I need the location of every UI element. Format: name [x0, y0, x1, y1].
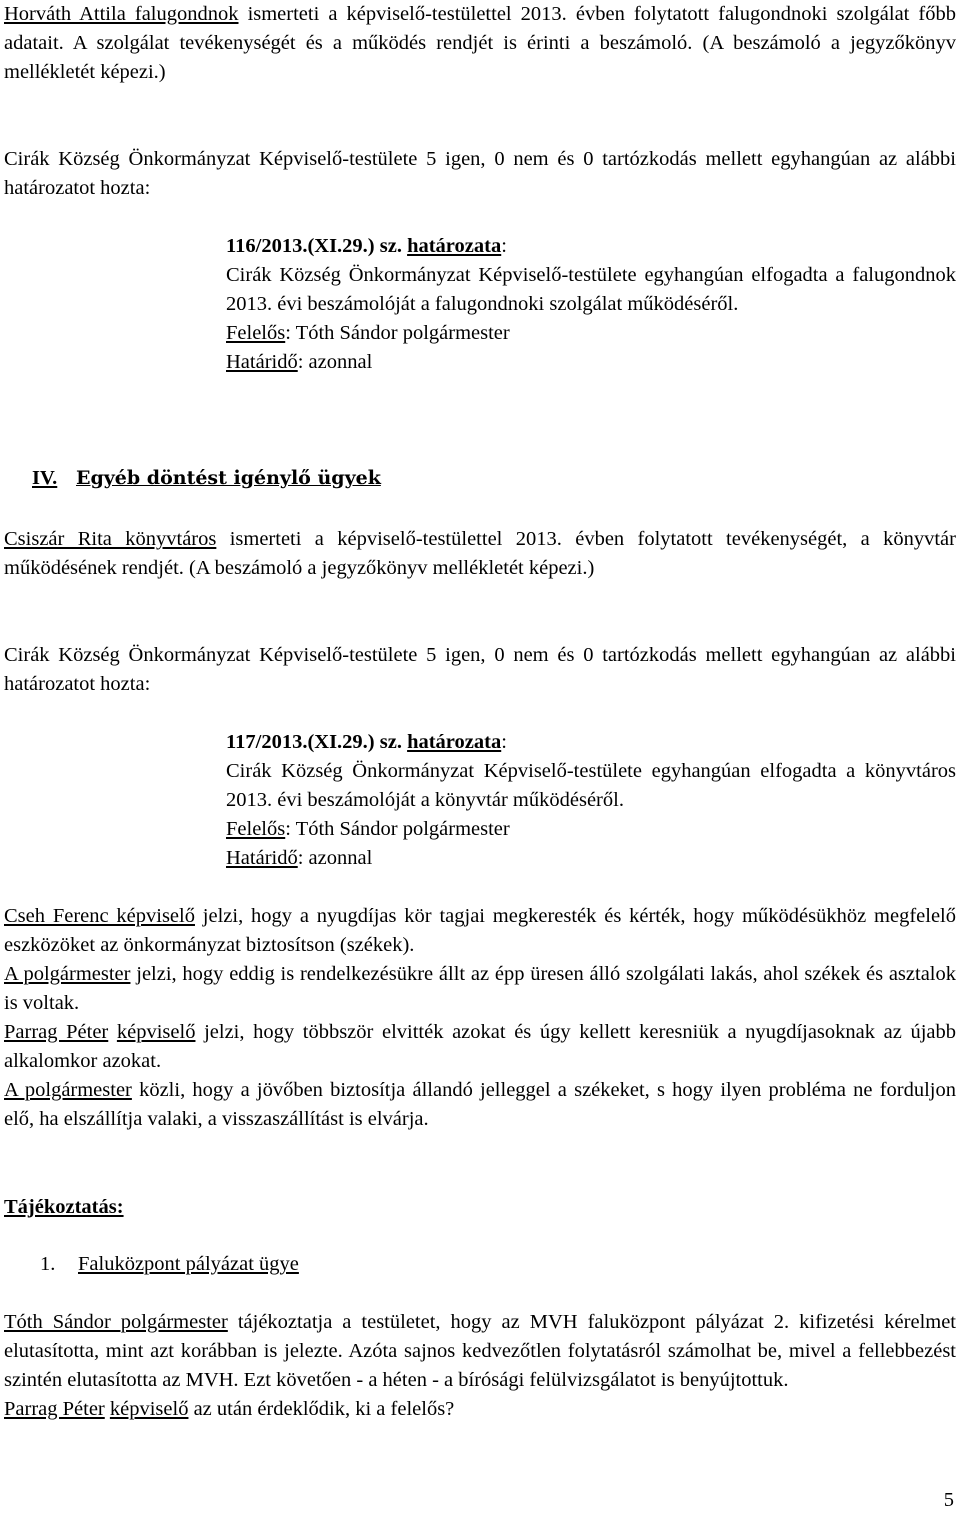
info-heading-text: Tájékoztatás: — [4, 1196, 124, 1218]
discussion-text: az után érdeklődik, ki a felelős? — [188, 1398, 455, 1420]
speaker-name: Parrag Péter — [4, 1021, 109, 1043]
resolution-label: határozata — [407, 731, 502, 753]
deadline-value: : azonnal — [297, 847, 373, 869]
page-number: 5 — [943, 1489, 954, 1511]
paragraph-polgarmester — [4, 1308, 956, 1424]
vote-text: Cirák Község Önkormányzat Képviselő-testülete 5 igen, 0 nem és 0 tartózkodás mellett egyhangúan az alábbi határozatot hozta: — [4, 644, 956, 695]
resolution-label: határozata — [407, 235, 502, 257]
speaker-role: képviselő — [109, 1398, 189, 1420]
discussion-text: közli, hogy a jövőben biztosítja állandó jelleggel a székeket, s hogy ilyen probléma ne forduljon elő, ha elszállítja valaki, a visszaszállítást is elvárja. — [4, 1079, 956, 1130]
paragraph-falugondnok — [4, 0, 956, 87]
info-item-title: Faluközpont pályázat ügye — [78, 1253, 299, 1275]
paragraph-text: ismerteti a képviselő-testülettel 2013. évben folytatott tevékenységét, a könyvtár működésének rendjét. (A beszámoló a jegyzőkönyv mellékletét képezi.) — [4, 528, 956, 579]
discussion-text: jelzi, hogy eddig is rendelkezésükre állt az épp üresen álló szolgálati lakás, ahol székek és asztalok is voltak. — [4, 963, 956, 1014]
paragraph-konyvtaros — [4, 525, 956, 583]
vote-text: Cirák Község Önkormányzat Képviselő-testülete 5 igen, 0 nem és 0 tartózkodás mellett egyhangúan az alábbi határozatot hozta: — [4, 148, 956, 199]
speaker-role: képviselő — [116, 1021, 196, 1043]
section-number: IV. — [32, 467, 58, 489]
section-heading-iv — [4, 464, 956, 493]
speaker-name: Parrag Péter — [4, 1398, 105, 1420]
deadline-label: Határidő — [226, 847, 298, 869]
responsible-label: Felelős — [226, 322, 286, 344]
discussion-item — [4, 902, 956, 960]
responsible-label: Felelős — [226, 818, 286, 840]
deadline-label: Határidő — [226, 351, 298, 373]
vote-statement-2 — [4, 641, 956, 699]
section-title: Egyéb döntést igénylő ügyek — [76, 467, 381, 489]
speaker-name: Tóth Sándor polgármester — [4, 1311, 228, 1333]
discussion-item — [4, 1018, 956, 1076]
speaker-name: A polgármester — [4, 1079, 132, 1101]
discussion-block — [4, 902, 956, 1134]
discussion-item — [4, 960, 956, 1018]
discussion-item — [4, 1395, 956, 1424]
paragraph-text: tájékoztatja a testületet, hogy az MVH faluközpont pályázat 2. kifizetési kérelmet elutasította, mint azt korábban is jelezte. Azóta sajnos kedvezőtlen folytatásról számolhat be, mivel a fellebbezést szintén elutasította az MVH. Ezt követően - a héten - a bírósági felülvizsgálatot is benyújtottuk. — [4, 1311, 957, 1391]
resolution-number: 116/2013.(XI.29.) sz. — [226, 235, 402, 257]
resolution-colon: : — [501, 235, 507, 257]
speaker-name: A polgármester — [4, 963, 131, 985]
resolution-number: 117/2013.(XI.29.) sz. — [226, 731, 402, 753]
responsible-value: : Tóth Sándor polgármester — [285, 818, 510, 840]
info-item-1 — [4, 1250, 956, 1279]
discussion-text: jelzi, hogy többször elvitték azokat és úgy kellett keresniük a nyugdíjasoknak az újabb alkalomkor azokat. — [4, 1021, 956, 1072]
resolution-body: Cirák Község Önkormányzat Képviselő-testülete egyhangúan elfogadta a könyvtáros 2013. évi beszámolóját a könyvtár működéséről. — [226, 760, 956, 811]
resolution-body: Cirák Község Önkormányzat Képviselő-testülete egyhangúan elfogadta a falugondnok 2013. évi beszámolóját a falugondnoki szolgálat működéséről. — [226, 264, 956, 315]
speaker-name: Horváth Attila falugondnok — [4, 3, 239, 25]
deadline-value: : azonnal — [297, 351, 373, 373]
vote-statement-1 — [4, 145, 956, 203]
resolution-colon: : — [501, 731, 507, 753]
resolution-117 — [4, 728, 956, 873]
speaker-name: Cseh Ferenc képviselő — [4, 905, 195, 927]
discussion-text: jelzi, hogy a nyugdíjas kör tagjai megkeresték és kérték, hogy működésükhöz megfelelő eszközöket az önkormányzat biztosítson (székek). — [4, 905, 956, 956]
speaker-name: Csiszár Rita könyvtáros — [4, 528, 217, 550]
info-item-number: 1. — [40, 1253, 56, 1275]
resolution-116 — [4, 232, 956, 377]
responsible-value: : Tóth Sándor polgármester — [285, 322, 510, 344]
info-heading — [4, 1193, 956, 1222]
discussion-item — [4, 1076, 956, 1134]
paragraph-text: ismerteti a képviselő-testülettel 2013. évben folytatott falugondnoki szolgálat főbb adatait. A szolgálat tevékenységét és a működés rendjét is érinti a beszámoló. (A beszámoló a jegyzőkönyv mellékletét képezi.) — [4, 3, 957, 83]
